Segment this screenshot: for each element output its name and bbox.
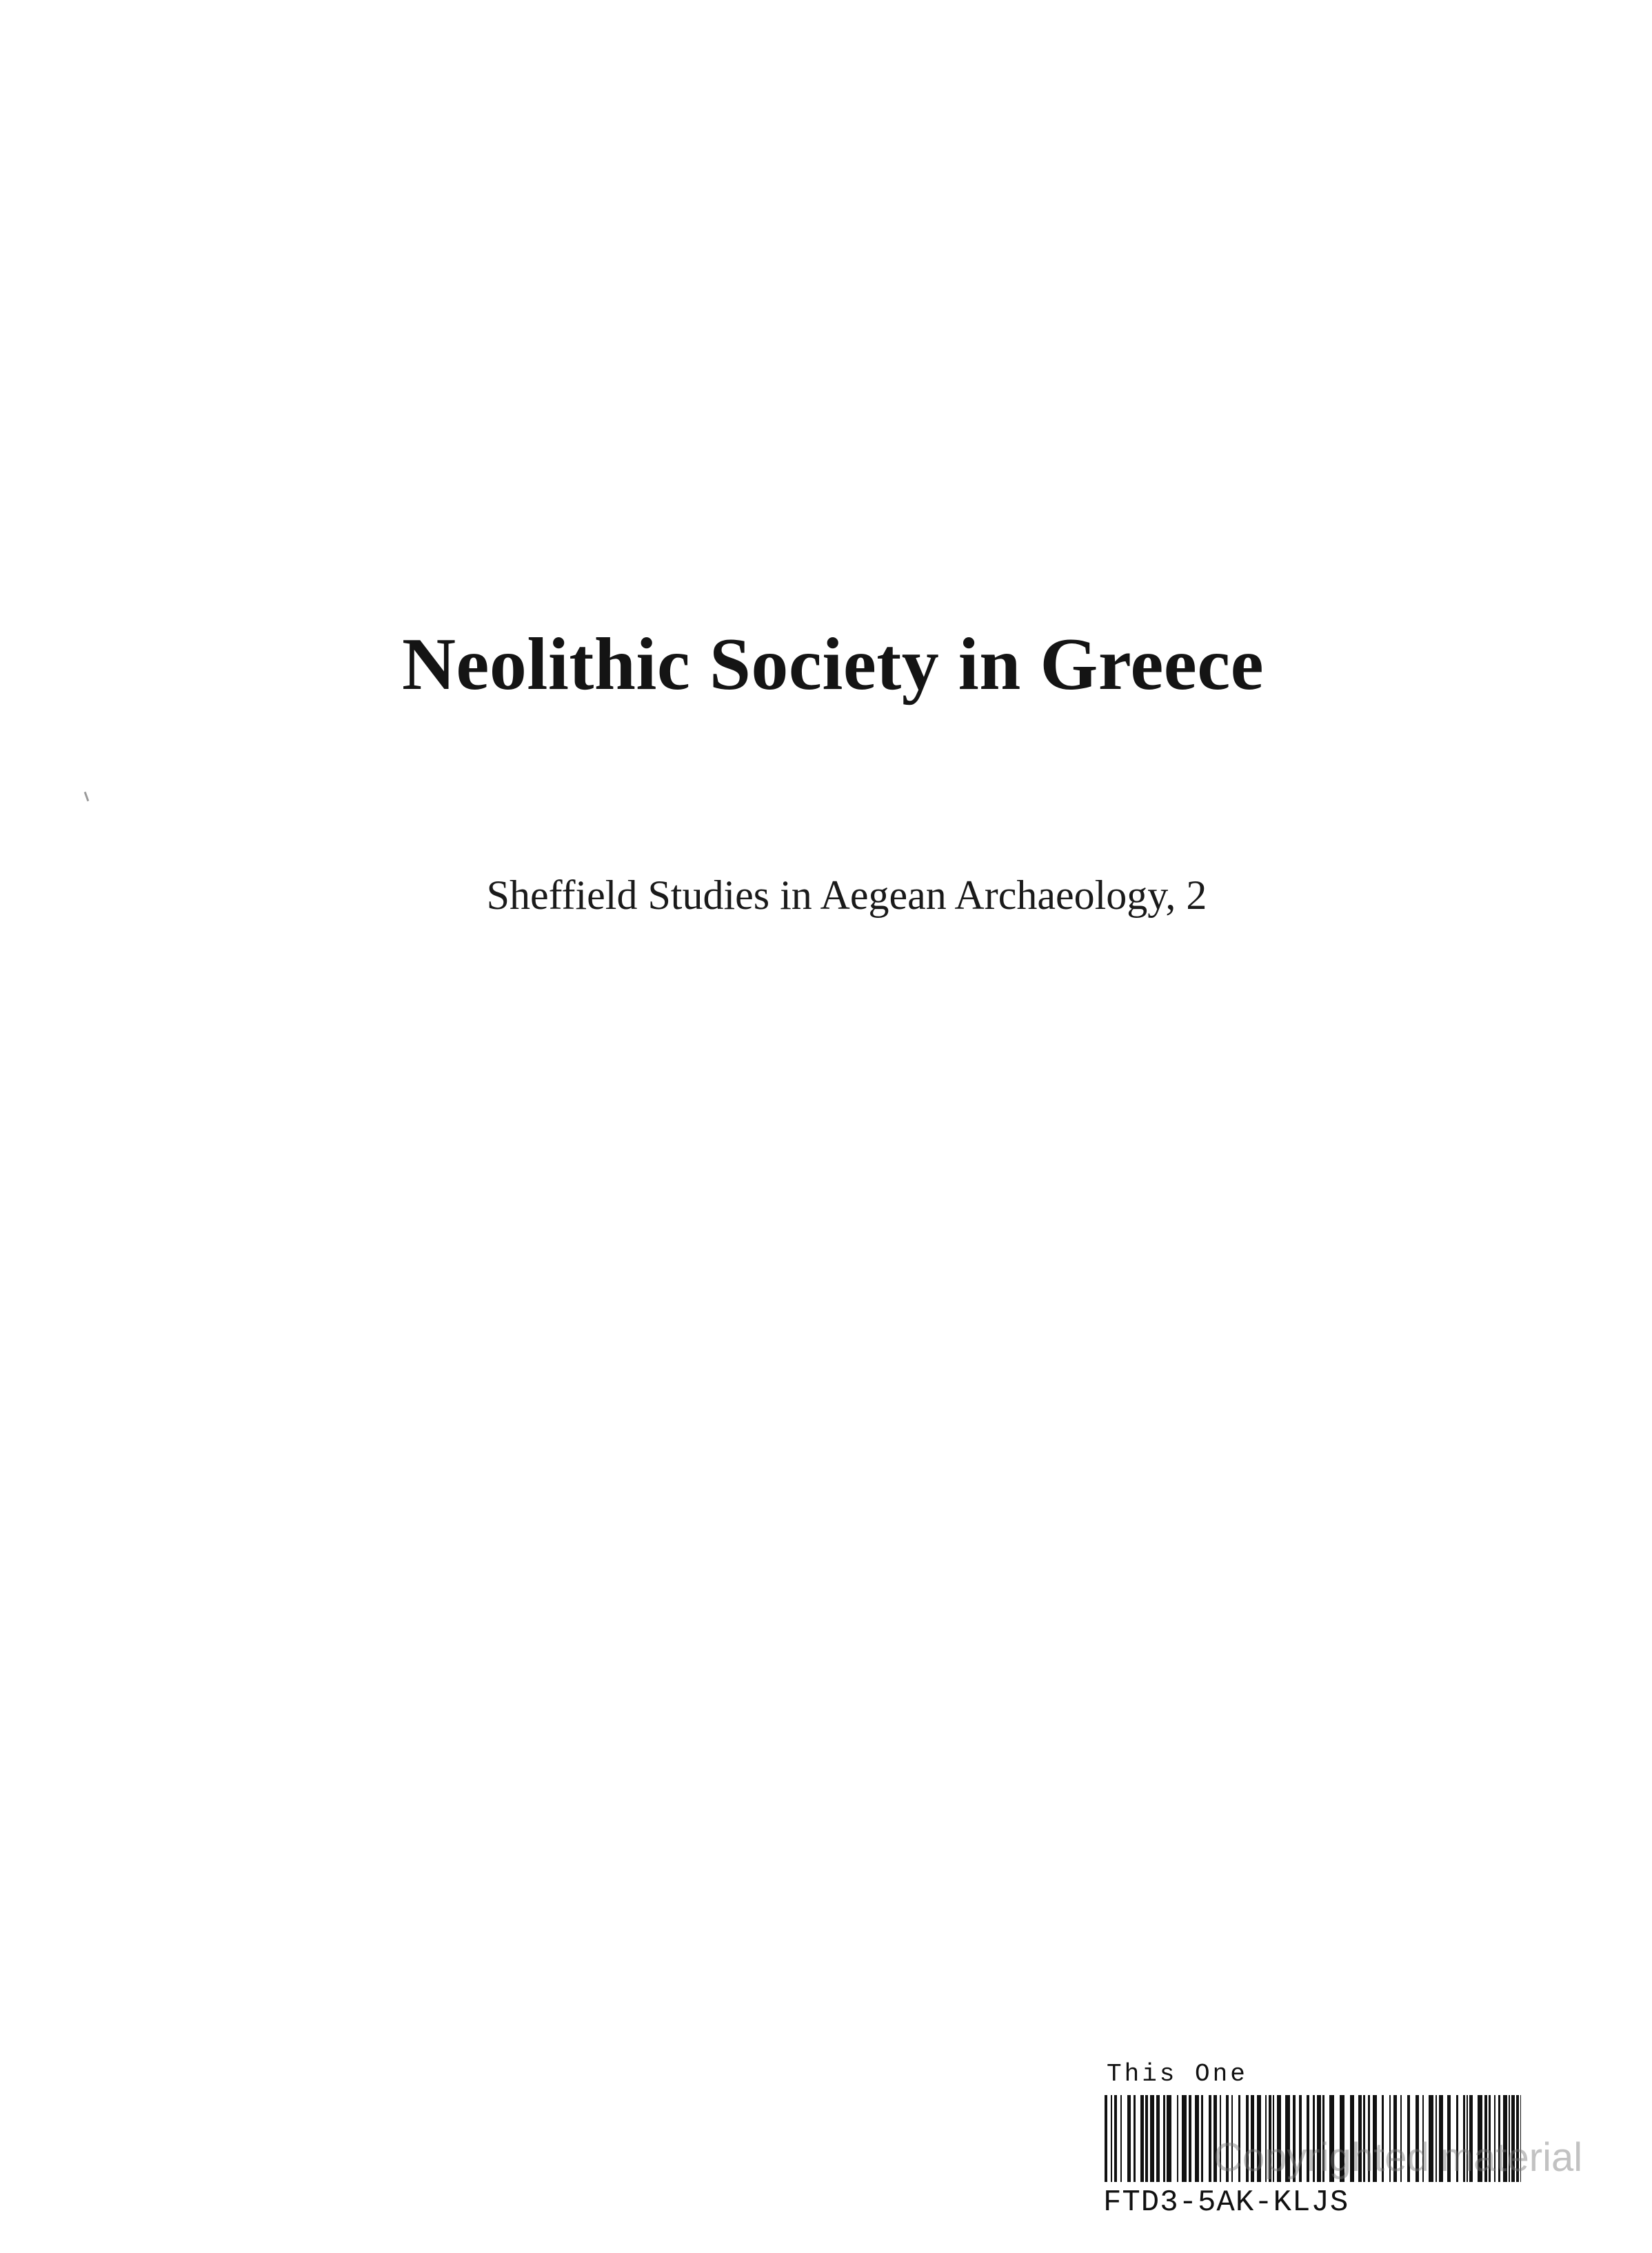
copyright-watermark: Copyrighted material bbox=[1213, 2135, 1583, 2180]
barcode-code: FTD3-5AK-KLJS bbox=[1103, 2185, 1349, 2220]
barcode-bar bbox=[1111, 2095, 1112, 2182]
barcode-bar bbox=[1163, 2095, 1165, 2182]
barcode-bar bbox=[1150, 2095, 1154, 2182]
barcode-bar bbox=[1156, 2095, 1160, 2182]
barcode-bar bbox=[1140, 2095, 1144, 2182]
barcode-bar bbox=[1120, 2095, 1122, 2182]
barcode-bar bbox=[1127, 2095, 1131, 2182]
scan-speck bbox=[84, 792, 90, 801]
barcode-bar bbox=[1105, 2095, 1107, 2182]
barcode-bar bbox=[1201, 2095, 1203, 2182]
stamp-label: This One bbox=[1107, 2060, 1248, 2088]
book-title: Neolithic Society in Greece bbox=[401, 623, 1265, 705]
series-title: Sheffield Studies in Aegean Archaeology, 2 bbox=[486, 872, 1207, 918]
barcode-bar bbox=[1114, 2095, 1117, 2182]
barcode-bar bbox=[1195, 2095, 1199, 2182]
barcode-bar bbox=[1182, 2095, 1187, 2182]
barcode-bar bbox=[1134, 2095, 1136, 2182]
barcode-bar bbox=[1177, 2095, 1178, 2182]
barcode-bar bbox=[1145, 2095, 1148, 2182]
barcode-bar bbox=[1209, 2095, 1211, 2182]
barcode-bar bbox=[1189, 2095, 1191, 2182]
barcode-bar bbox=[1167, 2095, 1171, 2182]
